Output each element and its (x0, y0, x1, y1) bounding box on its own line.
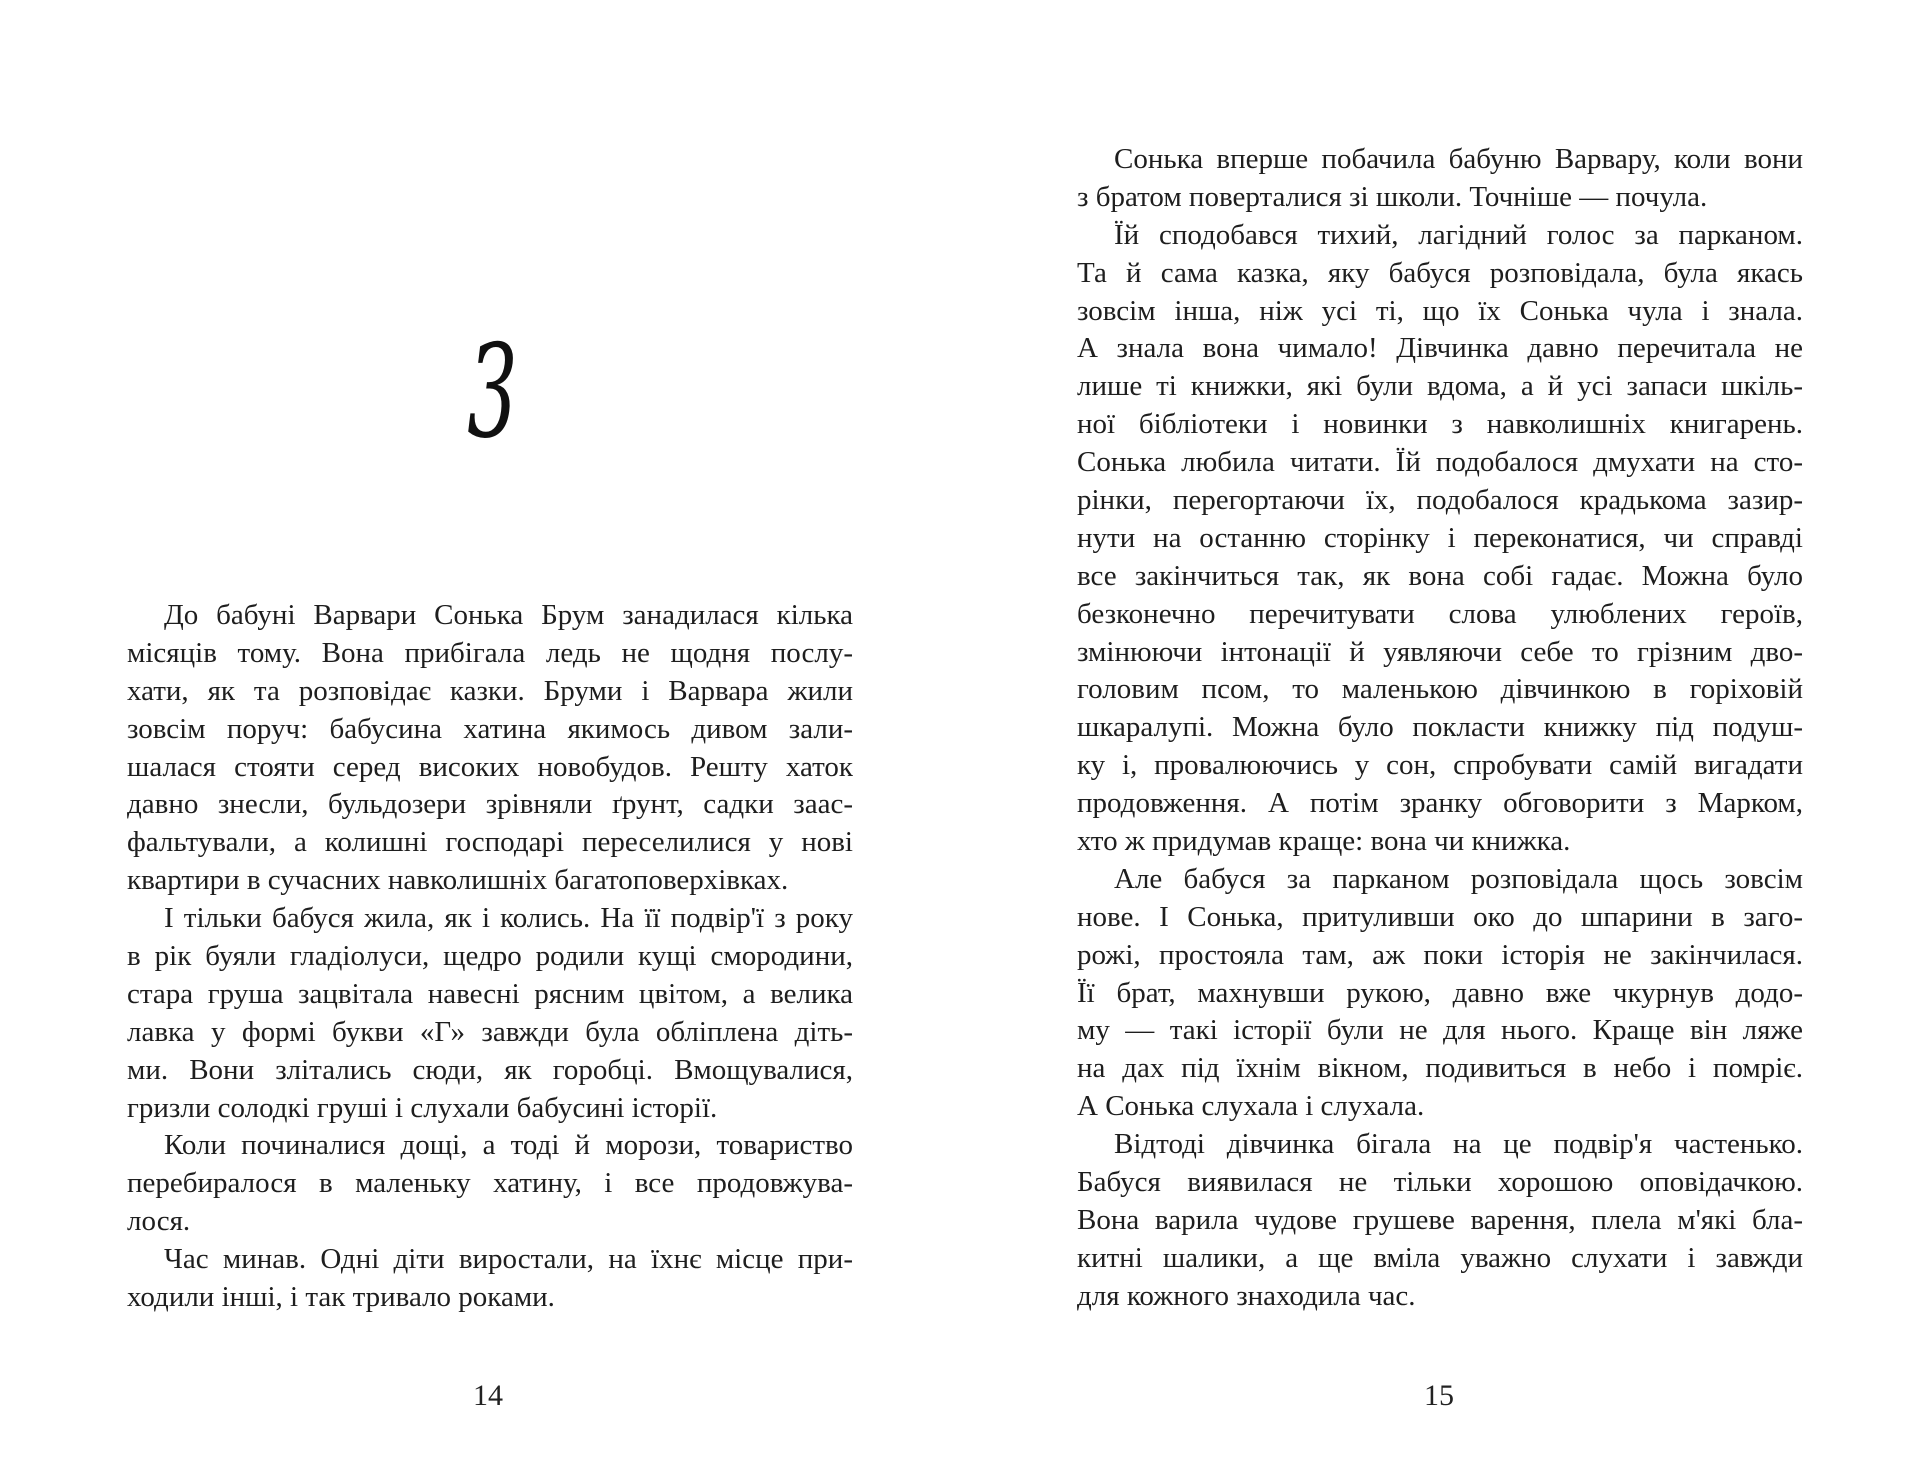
paragraph (1077, 217, 1803, 861)
text-line: Їй сподобався тихий, лагідний голос за парканом. (1114, 218, 1803, 251)
text-line: А Сонька слухала і слухала. (1077, 1090, 1425, 1123)
text-line: для кожного знаходила час. (1077, 1279, 1416, 1312)
paragraph (127, 1241, 853, 1317)
paragraph (1077, 861, 1803, 1126)
right-page (960, 0, 1920, 1477)
text-line: фальтували, а колишні господарі переселилися у нові (127, 826, 853, 859)
text-line: лавка у формі букви «Г» завжди була обліплена діть- (127, 1015, 853, 1048)
text-line: китні шалики, а ще вміла уважно слухати і завжди (1077, 1241, 1803, 1274)
text-line: перебиралося в маленьку хатину, і все продовжува- (127, 1167, 853, 1200)
text-line: Сонька любила читати. Їй подобалося дмухати на сто- (1077, 446, 1803, 479)
text-line: І тільки бабуся жила, як і колись. На її подвір'ї з року (164, 902, 853, 935)
text-line: му — такі історії були не для нього. Краще він ляже (1077, 1014, 1803, 1047)
text-line: стара груша зацвітала навесні рясним цвітом, а велика (127, 977, 853, 1010)
text-line: шкаралупі. Можна було покласти книжку під подуш- (1077, 711, 1803, 744)
text-line: шалася стояти серед високих новобудов. Решту хаток (127, 750, 853, 783)
paragraph (127, 597, 853, 900)
text-line: все закінчиться так, як вона собі гадає. Можна було (1077, 559, 1803, 592)
text-line: лише ті книжки, які були вдома, а й усі запаси шкіль- (1077, 370, 1803, 403)
text-line: нове. І Сонька, притуливши око до шпарини в заго- (1077, 900, 1803, 933)
text-line: зовсім інша, ніж усі ті, що їх Сонька чула і знала. (1077, 294, 1803, 327)
paragraph (127, 1127, 853, 1241)
chapter-number: 3 (467, 318, 518, 467)
right-page-text (1077, 141, 1803, 1316)
text-line: Її брат, махнувши рукою, давно вже чкурнув додо- (1077, 976, 1803, 1009)
text-line: Відтоді дівчинка бігала на це подвір'я частенько. (1114, 1128, 1803, 1161)
text-line: в рік буяли гладіолуси, щедро родили кущі смородини, (127, 940, 853, 973)
text-line: змінюючи інтонації й уявляючи себе то грізним дво- (1077, 635, 1803, 668)
left-page-text (127, 597, 853, 1317)
text-line: безконечно перечитувати слова улюблених героїв, (1077, 597, 1803, 630)
paragraph (127, 900, 853, 1127)
text-line: ку і, провалюючись у сон, спробувати самій вигадати (1077, 749, 1803, 782)
text-line: До бабуні Варвари Сонька Брум занадилася кілька (164, 599, 853, 631)
text-line: зовсім поруч: бабусина хатина якимось дивом зали- (127, 712, 853, 745)
text-line: давно знесли, бульдозери зрівняли ґрунт, садки заас- (127, 788, 853, 821)
text-line: головим псом, то маленькою дівчинкою в горіховій (1077, 673, 1803, 706)
text-line: Вона варила чудове грушеве варення, плела м'які бла- (1077, 1203, 1803, 1236)
paragraph (1077, 1126, 1803, 1315)
text-line: Час минав. Одні діти виростали, на їхнє місце при- (164, 1243, 853, 1276)
text-line: ми. Вони злітались сюди, як горобці. Вмощувалися, (127, 1053, 853, 1086)
text-line: на дах під їхнім вікном, подивиться в небо і помріє. (1077, 1052, 1803, 1085)
text-line: А знала вона чимало! Дівчинка давно перечитала не (1077, 332, 1803, 365)
text-line: лося. (127, 1205, 191, 1238)
text-line: гризли солодкі груші і слухали бабусині історії. (127, 1091, 718, 1124)
text-line: рінки, перегортаючи їх, подобалося крадькома зазир- (1077, 484, 1803, 517)
text-line: Коли починалися дощі, а тоді й морози, товариство (164, 1129, 853, 1162)
text-line: продовження. А потім зранку обговорити з Марком, (1077, 787, 1803, 820)
text-line: з братом поверталися зі школи. Точніше — почула. (1077, 180, 1708, 213)
text-line: нути на останню сторінку і переконатися, чи справді (1077, 521, 1803, 554)
text-line: Та й сама казка, яку бабуся розповідала, була якась (1077, 256, 1803, 289)
text-line: рожі, простояла там, аж поки історія не закінчилася. (1077, 938, 1803, 971)
page-number-right: 15 (1424, 1379, 1454, 1412)
page-number-left: 14 (473, 1379, 503, 1412)
text-line: хати, як та розповідає казки. Бруми і Варвара жили (127, 674, 853, 707)
text-line: місяців тому. Вона прибігала ледь не щодня послу- (127, 636, 853, 669)
text-line: Але бабуся за парканом розповідала щось зовсім (1114, 862, 1803, 895)
text-line: Сонька вперше побачила бабуню Варвару, коли вони (1114, 143, 1803, 175)
text-line: квартири в сучасних навколишніх багатоповерхівках. (127, 864, 789, 897)
paragraph (1077, 141, 1803, 217)
text-line: ходили інші, і так тривало роками. (127, 1281, 555, 1314)
text-line: хто ж придумав краще: вона чи книжка. (1077, 825, 1571, 858)
text-line: ної бібліотеки і новинки з навколишніх книгарень. (1077, 408, 1803, 441)
text-line: Бабуся виявилася не тільки хорошою оповідачкою. (1077, 1166, 1803, 1199)
